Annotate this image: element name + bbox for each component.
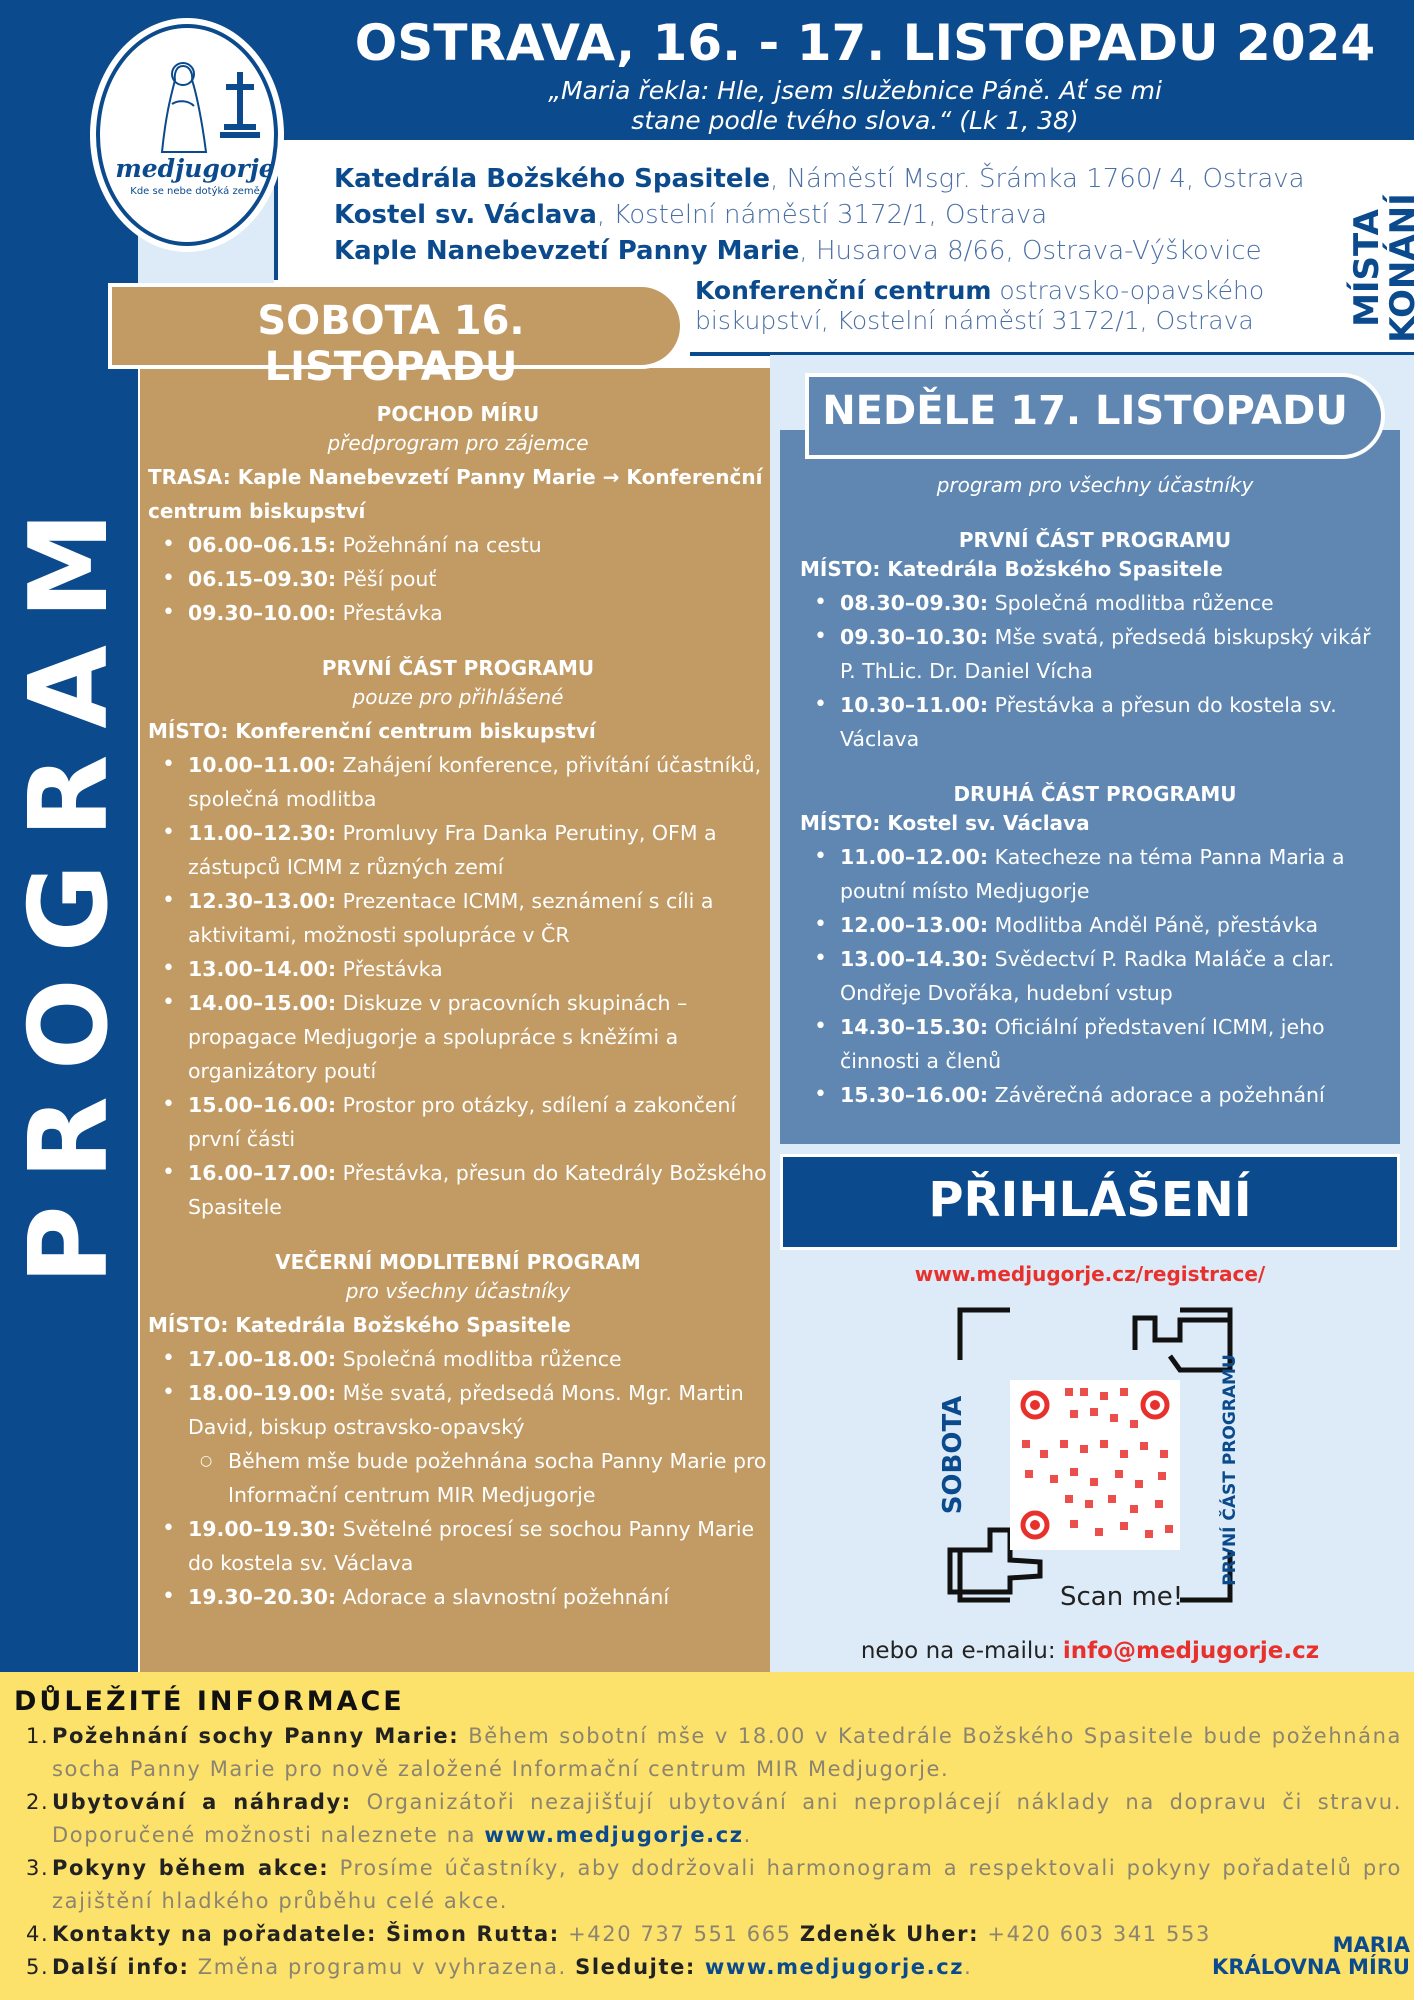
- schedule-time: 16.00–17.00:: [188, 1161, 337, 1185]
- schedule-time: 14.30–15.30:: [840, 1015, 989, 1039]
- registration-title: PŘIHLÁŠENÍ: [928, 1172, 1252, 1228]
- venue-church-wenceslas: Kostel sv. Václava, Kostelní náměstí 3172/1, Ostrava: [334, 200, 1048, 230]
- schedule-desc: Modlitba Anděl Páně, přestávka: [994, 913, 1319, 937]
- quote-line-2: stane podle tvého slova.“ (Lk 1, 38): [631, 106, 1079, 135]
- schedule-desc: Katecheze na téma Panna Maria a poutní místo Medjugorje: [840, 845, 1345, 903]
- schedule-desc: Pěší pouť: [342, 567, 437, 591]
- schedule-time: 12.00–13.00:: [840, 913, 989, 937]
- schedule-desc: Přestávka a přesun do kostela sv. Václava: [840, 693, 1337, 751]
- schedule-item: [800, 620, 1390, 688]
- schedule-time: 11.00–12.00:: [840, 845, 989, 869]
- schedule-time: 11.00–12.30:: [188, 821, 337, 845]
- schedule-time: 18.00–19.00:: [188, 1381, 337, 1405]
- schedule-desc: Požehnání na cestu: [342, 533, 542, 557]
- section-location: MÍSTO: Katedrála Božského Spasitele: [148, 1313, 571, 1337]
- info-item: 4. Kontakty na pořadatele: Šimon Rutta: +420 737 551 665 Zdeněk Uher: +420 603 341 553: [26, 1922, 1211, 1946]
- schedule-time: 06.15–09.30:: [188, 567, 337, 591]
- schedule-item: [148, 748, 768, 816]
- schedule-desc: Mše svatá, předsedá Mons. Mgr. Martin David, biskup ostravsko-opavský: [188, 1381, 744, 1439]
- section-gap: [800, 502, 1390, 524]
- email-link[interactable]: info@medjugorje.cz: [1062, 1638, 1320, 1664]
- schedule-list: [148, 748, 768, 1224]
- info-item: 3. Pokyny během akce: Prosíme účastníky, aby dodržovali harmonogram a respektovali pokyny pořadatelů pro zajištění hladkého průběhu celé akce.: [26, 1856, 1402, 1913]
- schedule-time: 10.30–11.00:: [840, 693, 989, 717]
- section-gap: [148, 630, 768, 652]
- logo-name: medjugorje: [115, 154, 275, 183]
- schedule-item: [800, 908, 1390, 942]
- schedule-desc: Přestávka: [342, 601, 443, 625]
- schedule-desc: Adorace a slavnostní požehnání: [342, 1585, 670, 1609]
- info-item: 2. Ubytování a náhrady: Organizátoři nezajišťují ubytování ani neproplácejí náklady na dopravu či stravu. Doporučené možnosti naleznete na www.medjugorje.cz.: [26, 1790, 1402, 1847]
- schedule-desc: Mše svatá, předsedá biskupský vikář P. ThLic. Dr. Daniel Vícha: [840, 625, 1371, 683]
- scan-me-label: Scan me!: [1060, 1582, 1184, 1612]
- schedule-item: [148, 986, 768, 1088]
- info-item: 5. Další info: Změna programu v vyhrazena. Sledujte: www.medjugorje.cz.: [26, 1955, 973, 1979]
- venue-chapel: Kaple Nanebevzetí Panny Marie, Husarova 8/66, Ostrava-Výškovice: [334, 236, 1262, 266]
- program-side-label: PROGRAM: [7, 485, 132, 1285]
- section-subtitle: pro všechny účastníky: [345, 1279, 571, 1303]
- schedule-desc: Závěrečná adorace a požehnání: [994, 1083, 1325, 1107]
- registration-link[interactable]: www.medjugorje.cz/registrace/: [914, 1262, 1266, 1286]
- schedule-time: 09.30–10.00:: [188, 601, 337, 625]
- sunday-program: [800, 468, 1390, 1112]
- schedule-time: 09.30–10.30:: [840, 625, 989, 649]
- section-title: DRUHÁ ČÁST PROGRAMU: [953, 782, 1237, 806]
- schedule-desc: Světelné procesí se sochou Panny Marie do kostela sv. Václava: [188, 1517, 755, 1575]
- schedule-subitem: ○ Během mše bude požehnána socha Panny Marie pro Informační centrum MIR Medjugorje: [148, 1444, 768, 1512]
- schedule-time: 19.30–20.30:: [188, 1585, 337, 1609]
- schedule-item: [148, 1512, 768, 1580]
- schedule-item: [800, 1010, 1390, 1078]
- important-info-title: DŮLEŽITÉ INFORMACE: [14, 1686, 405, 1717]
- website-link[interactable]: www.medjugorje.cz: [484, 1823, 744, 1847]
- section-location: TRASA: Kaple Nanebevzetí Panny Marie → Konferenční centrum biskupství: [148, 465, 763, 523]
- header-quote: [380, 76, 1330, 136]
- schedule-desc: Přestávka: [342, 957, 443, 981]
- venue-conference-center: Konferenční centrum ostravsko-opavského biskupství, Kostelní náměstí 3172/1, Ostrava: [695, 276, 1265, 335]
- saturday-title: SOBOTA 16. LISTOPADU: [257, 298, 525, 390]
- schedule-item: [148, 596, 768, 630]
- schedule-time: 06.00–06.15:: [188, 533, 337, 557]
- schedule-time: 17.00–18.00:: [188, 1347, 337, 1371]
- schedule-item: [148, 952, 768, 986]
- maria-kralovna-miru-logo: MARIA KRÁLOVNA MÍRU: [1212, 1933, 1410, 1979]
- schedule-desc: Přestávka, přesun do Katedrály Božského Spasitele: [188, 1161, 767, 1219]
- email-line: nebo na e-mailu: info@medjugorje.cz: [860, 1638, 1320, 1664]
- schedule-time: 08.30–09.30:: [840, 591, 989, 615]
- qr-label-first-part: PRVNÍ ČÁST PROGRAMU: [1220, 1354, 1240, 1586]
- sunday-intro: program pro všechny účastníky: [936, 473, 1254, 497]
- section-location: MÍSTO: Konferenční centrum biskupství: [148, 719, 596, 743]
- schedule-time: 14.00–15.00:: [188, 991, 337, 1015]
- schedule-time: 13.00–14.30:: [840, 947, 989, 971]
- schedule-item: [800, 1078, 1390, 1112]
- qr-code-icon[interactable]: [930, 1300, 1260, 1630]
- section-gap: [800, 756, 1390, 778]
- schedule-desc: Promluvy Fra Danka Perutiny, OFM a zástupců ICMM z různých zemí: [188, 821, 717, 879]
- venues-label: MÍSTA KONÁNÍ: [1347, 193, 1423, 343]
- section-subtitle: pouze pro přihlášené: [352, 685, 564, 709]
- schedule-item: [800, 840, 1390, 908]
- schedule-item: [148, 562, 768, 596]
- logo-tagline: Kde se nebe dotýká země: [130, 186, 260, 197]
- schedule-desc: Prezentace ICMM, seznámení s cíli a aktivitami, možnosti spolupráce v ČR: [188, 889, 714, 947]
- schedule-desc: Prostor pro otázky, sdílení a zakončení první části: [188, 1093, 737, 1151]
- schedule-item: [800, 586, 1390, 620]
- schedule-time: 15.00–16.00:: [188, 1093, 337, 1117]
- schedule-time: 13.00–14.00:: [188, 957, 337, 981]
- section-title: POCHOD MÍRU: [376, 402, 540, 426]
- section-title: PRVNÍ ČÁST PROGRAMU: [958, 528, 1232, 552]
- qr-label-saturday: SOBOTA: [938, 1395, 968, 1515]
- schedule-list: [800, 586, 1390, 756]
- madonna-icon: [148, 60, 218, 154]
- venue-cathedral: Katedrála Božského Spasitele, Náměstí Msgr. Šrámka 1760/ 4, Ostrava: [334, 164, 1305, 194]
- schedule-list: [148, 1342, 768, 1614]
- schedule-desc: Společná modlitba růžence: [994, 591, 1274, 615]
- schedule-time: 12.30–13.00:: [188, 889, 337, 913]
- cross-icon: [220, 70, 260, 140]
- schedule-time: 19.00–19.30:: [188, 1517, 337, 1541]
- website-link[interactable]: www.medjugorje.cz: [695, 1955, 965, 1979]
- quote-line-1: „Maria řekla: Hle, jsem služebnice Páně. Ať se mi: [548, 76, 1162, 105]
- section-title: VEČERNÍ MODLITEBNÍ PROGRAM: [275, 1250, 641, 1274]
- schedule-item: [148, 884, 768, 952]
- info-item: 1. Požehnání sochy Panny Marie: Během sobotní mše v 18.00 v Katedrále Božského Spasitele bude požehnána socha Panny Marie pro nově založené Informační centrum MIR Medjugorje.: [26, 1724, 1402, 1781]
- schedule-item: [148, 1376, 768, 1444]
- schedule-desc: Svědectví P. Radka Maláče a clar. Ondřeje Dvořáka, hudební vstup: [840, 947, 1335, 1005]
- schedule-item: [148, 1156, 768, 1224]
- section-subtitle: předprogram pro zájemce: [327, 431, 589, 455]
- schedule-item: [148, 816, 768, 884]
- schedule-desc: Společná modlitba růžence: [342, 1347, 622, 1371]
- section-location: MÍSTO: Kostel sv. Václava: [800, 811, 1090, 835]
- section-gap: [148, 1224, 768, 1246]
- schedule-item: [148, 1580, 768, 1614]
- schedule-desc: Zahájení konference, přivítání účastníků, společná modlitba: [188, 753, 762, 811]
- section-location: MÍSTO: Katedrála Božského Spasitele: [800, 557, 1223, 581]
- schedule-desc: Diskuze v pracovních skupinách – propagace Medjugorje a spolupráce s kněžími a organizátory poutí: [188, 991, 688, 1083]
- schedule-list: [148, 528, 768, 630]
- schedule-time: 15.30–16.00:: [840, 1083, 989, 1107]
- schedule-item: [148, 528, 768, 562]
- page-title: OSTRAVA, 16. - 17. LISTOPADU 2024: [354, 14, 1376, 72]
- schedule-item: [800, 688, 1390, 756]
- saturday-program: [148, 398, 768, 1614]
- section-title: PRVNÍ ČÁST PROGRAMU: [321, 656, 595, 680]
- schedule-item: [148, 1342, 768, 1376]
- schedule-list: [800, 840, 1390, 1112]
- schedule-item: [148, 1088, 768, 1156]
- schedule-item: [800, 942, 1390, 1010]
- schedule-desc: Oficiální představení ICMM, jeho činnosti a členů: [840, 1015, 1325, 1073]
- sunday-title: NEDĚLE 17. LISTOPADU: [822, 388, 1348, 434]
- schedule-time: 10.00–11.00:: [188, 753, 337, 777]
